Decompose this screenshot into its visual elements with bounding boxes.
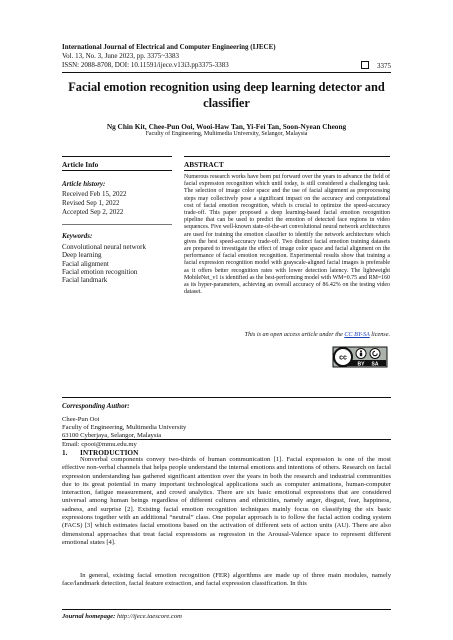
history-list xyxy=(62,190,127,217)
corresponding-faculty: Faculty of Engineering, Multimedia University xyxy=(62,424,187,432)
footer-label: Journal homepage xyxy=(62,613,114,620)
journal-header xyxy=(62,43,276,70)
intro-paragraph-1: Nonverbal components convey two-thirds of human communication [1]. Facial expression is one of the most effective non-verbal channels that helps people understand the internal emotions and intentions of others. Research on facial expression understanding has gathered significant attention over the years in both the research and industrial communities due to its great potential in many important technological applications such as computer animations, human-computer interaction, fatigue measurement, and crowd analytics. There are six basic emotional expressions that are considered universal among human beings regardless of different cultures and ethnicities, namely anger, disgust, fear, happiness, sadness, and surprise [2]. Existing facial emotion recognition techniques mainly focus on classifying the six basic expressions together with an additional “neutral” class. One popular approach is to follow the facial action coding system (FACS) [3] which estimates facial emotions based on the activation of different sets of action units (AU). There are also dimensional approaches that treat facial expressions as regression in the Arousal-Valence space to represent different emotional states [4]. xyxy=(62,456,391,546)
keywords-list xyxy=(62,243,146,284)
history-title: Article history: xyxy=(62,180,106,188)
header-rule xyxy=(62,72,391,73)
license-link[interactable]: CC BY-SA xyxy=(344,331,370,338)
divider xyxy=(184,156,390,157)
journal-issn: ISSN: 2088-8708, DOI: 10.11591/ijece.v13i3.pp3375-3383 xyxy=(62,61,229,69)
page-number-block xyxy=(361,61,391,70)
keyword: Facial emotion recognition xyxy=(62,267,138,276)
journal-volume: Vol. 13, No. 3, June 2023, pp. 3375~3383 xyxy=(62,52,180,60)
license-suffix: license. xyxy=(369,331,390,338)
footer-rule xyxy=(62,609,391,610)
article-info-heading: Article Info xyxy=(62,160,99,169)
affiliation: Faculty of Engineering, Multimedia University, Selangor, Malaysia xyxy=(145,131,308,137)
license-prefix: This is an open access article under the xyxy=(244,331,345,338)
section-number: 1. xyxy=(62,448,68,457)
corresponding-address: 63100 Cyberjaya, Selangor, Malaysia xyxy=(62,432,162,440)
keyword: Facial landmark xyxy=(62,276,108,285)
by-label: BY xyxy=(357,361,365,368)
corresponding-details xyxy=(62,416,186,449)
history-received: Received Feb 15, 2022 xyxy=(62,190,127,198)
authors: Ng Chin Kit, Chee-Pun Ooi, Wooi-Haw Tan, Yi-Fei Tan, Soon-Nyean Cheong xyxy=(106,122,347,131)
keyword: Facial alignment xyxy=(62,259,109,268)
cc-label: cc xyxy=(339,354,347,362)
license-line xyxy=(184,331,390,338)
square-icon xyxy=(361,61,369,69)
abstract-text: Numerous research works have been put forward over the years to advance the field of facial expression recognition which until today, is still considered a challenging task. The selection of image color space and the use of facial alignment as preprocessing steps may collectively pose a significant impact on the accuracy and computational cost of facial emotion recognition, which is crucial to optimize the speed-accuracy trade-off. This paper proposed a deep learning-based facial emotion recognition pipeline that can be used to predict the emotion of detected face regions in video sequences. Five well-known state-of-the-art convolutional neural network architectures are used for training the emotion classifier to identify the network architecture which gives the best speed-accuracy trade-off. Two distinct facial emotion training datasets are prepared to investigate the effect of image color space and facial alignment on the performance of facial emotion recognition. Experimental results show that training a facial expression recognition model with grayscale-aligned facial images is preferable as it offers better recognition rates with lower detection latency. The lightweight MobileNet_v1 is identified as the best-performing model with WM=0.75 and RM=160 as its hyper-parameters, achieving an overall accuracy of 86.42% on the testing video dataset. xyxy=(184,174,390,296)
abstract-heading: ABSTRACT xyxy=(184,160,224,169)
sa-share-icon xyxy=(370,349,380,359)
history-accepted: Accepted Sep 2, 2022 xyxy=(62,208,124,216)
footer-url[interactable]: http://ijece.iaescore.com xyxy=(116,613,182,620)
intro-paragraph-2: In general, existing facial emotion recognition (FER) algorithms are made up of three main modules, namely face/landmark detection, facial feature extraction, and facial expression classification. In this xyxy=(62,572,391,588)
history-revised: Revised Sep 1, 2022 xyxy=(62,199,120,207)
footer: Journal homepage: http://ijece.iaescore.com xyxy=(62,613,182,620)
sa-label: SA xyxy=(371,361,379,368)
journal-name: International Journal of Electrical and Computer Engineering (IJECE) xyxy=(62,43,276,51)
divider xyxy=(62,170,172,171)
keywords-title: Keywords: xyxy=(62,232,93,240)
divider xyxy=(62,439,391,440)
corresponding-name: Chee-Pun Ooi xyxy=(62,416,100,423)
paper-title: Facial emotion recognition using deep learning detector and classifier xyxy=(68,80,385,110)
keyword: Deep learning xyxy=(62,251,102,260)
keyword: Convolutional neural network xyxy=(62,243,146,251)
corresponding-email: Email: cpooi@mmu.edu.my xyxy=(62,440,137,448)
cc-by-sa-badge[interactable] xyxy=(332,346,388,368)
divider xyxy=(62,397,391,398)
divider xyxy=(62,224,172,225)
divider xyxy=(184,170,390,171)
divider xyxy=(62,156,172,157)
section-title: INTRODUCTION xyxy=(80,448,139,457)
page-number: 3375 xyxy=(377,62,391,70)
corresponding-title: Corresponding Author: xyxy=(62,402,130,410)
